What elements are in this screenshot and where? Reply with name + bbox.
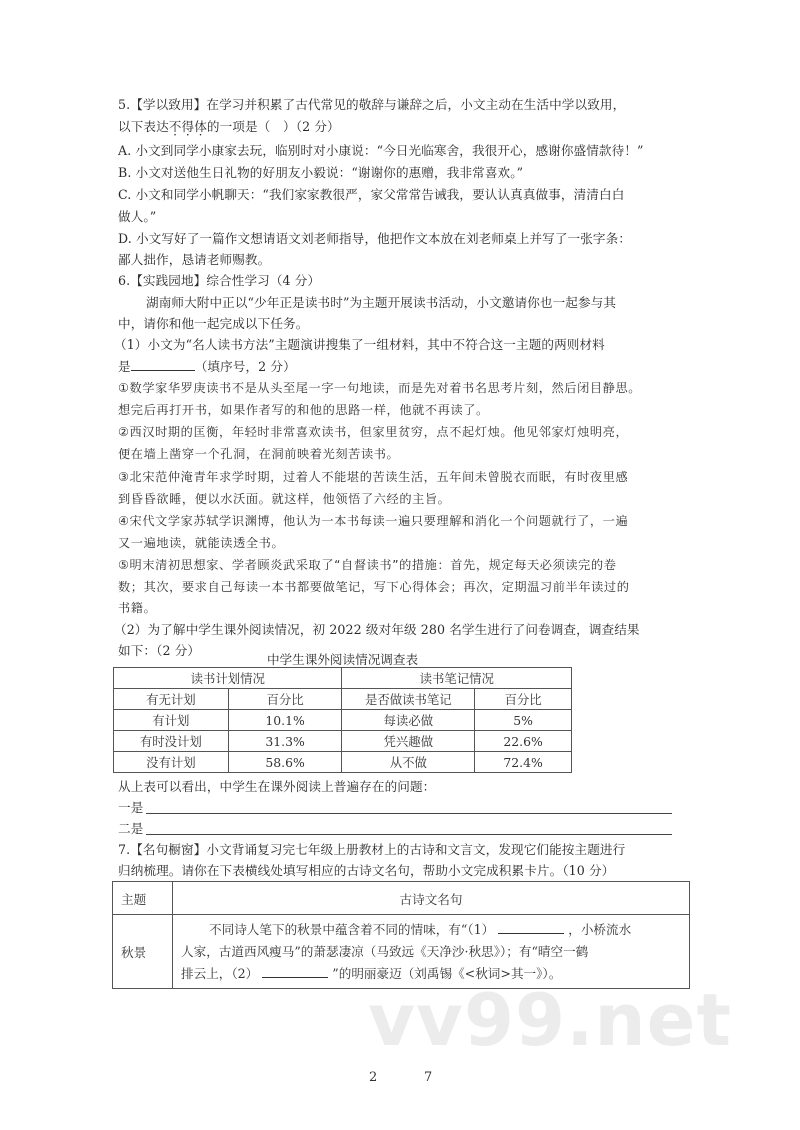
watermark: vv99.net [368, 978, 732, 1062]
emphasis-char: 体 [194, 119, 207, 134]
answer-2-label: 二是 [118, 821, 144, 836]
q6-heading: 6.【实践园地】综合性学习（4 分） [118, 273, 321, 288]
material-3-line1: ③北宋范仲淹青年求学时期，过着人不能堪的苦读生活，五年间未曾脱衣而眠，有时夜里感 [118, 470, 629, 484]
material-2-line1: ②西汉时期的匡衡，年轻时非常喜欢读书，但家里贫穷，点不起灯烛。他见邻家灯烛明亮， [118, 425, 629, 439]
table-cell: 有时没计划 [114, 731, 229, 752]
q5-option-a: A. 小文到同学小康家去玩，临别时对小康说：“今日光临寒舍，我很开心，感谢你盛情款待！” [118, 143, 644, 158]
emphasis-char: 不 [168, 119, 182, 134]
q5-stem-line2 [118, 119, 340, 135]
answer-blank-1[interactable] [498, 921, 564, 934]
material-5-line3: 书籍。 [118, 601, 157, 615]
q6-part2-line1: （2）为了解中学生课外阅读情况，初 2022 级对年级 280 名学生进行了问卷调查，调查结果 [114, 622, 640, 637]
q6-part1-line2 [118, 358, 296, 375]
table-cell: 从不做 [342, 752, 475, 773]
table-row [114, 710, 572, 731]
quote-text: ”的明丽豪迈（刘禹锡《<秋词>其一》）。 [332, 965, 562, 981]
table-row [114, 731, 572, 752]
material-5-line2: 数；其次，要求自己每读一本书都要做笔记，写下心得体会；再次，定期温习前半年读过的 [118, 580, 630, 594]
col-header: 是否做读书笔记 [342, 689, 475, 710]
material-5-line1: ⑤明末清初思想家、学者顾炎武采取了“自督读书”的措施：首先，规定每天必须读完的卷 [118, 558, 617, 572]
table-cell: 5% [475, 710, 572, 731]
quote-line1 [181, 919, 681, 941]
q6-part1-pre: 是 [118, 359, 131, 374]
q6-part1-post: （填序号，2 分） [194, 359, 296, 374]
material-2-line2: 便在墙上凿穿一个孔洞，在洞前映着光刻苦读书。 [118, 447, 400, 461]
table-cell: 每读必做 [342, 710, 475, 731]
survey-table [113, 667, 572, 773]
survey-table-caption: 中学生课外阅读情况调查表 [266, 652, 419, 667]
table-cell: 22.6% [475, 731, 572, 752]
poem-table-header-row [113, 882, 690, 915]
material-3-line2: 到昏昏欲睡，便以水沃面。就这样，他领悟了六经的主旨。 [118, 492, 451, 506]
q6-intro-line2: 中，请你和他一起完成以下任务。 [118, 316, 309, 331]
poem-table [112, 881, 690, 989]
page-number-left: 2 [369, 1070, 378, 1085]
answer-1-label: 一是 [118, 800, 144, 815]
table-cell: 有计划 [114, 710, 229, 731]
answer-blank-2[interactable] [262, 965, 328, 978]
answer-1-line[interactable] [146, 813, 672, 814]
col-header: 百分比 [228, 689, 342, 710]
material-4-line2: 又一遍地读，就能读透全书。 [118, 536, 285, 550]
table-header-row [114, 689, 572, 710]
quote-text: ，小桥流水 [568, 921, 632, 937]
table-cell: 31.3% [228, 731, 342, 752]
table-cell: 没有计划 [114, 752, 229, 773]
header-theme: 主题 [113, 882, 173, 915]
q5-stem-post: 的一项是（ ）（2 分） [206, 119, 340, 134]
q7-stem-line2: 归纳梳理。请你在下表横线处填写相应的古诗文名句，帮助小文完成积累卡片。（10 分） [118, 863, 615, 878]
page-number-right: 7 [424, 1070, 433, 1085]
table-row [114, 752, 572, 773]
table-cell: 凭兴趣做 [342, 731, 475, 752]
table-cell: 58.6% [228, 752, 342, 773]
q5-option-d-line2: 鄙人拙作，恳请老师赐教。 [118, 252, 271, 267]
row-theme: 秋景 [113, 915, 173, 989]
quote-text: 不同诗人笔下的秋景中蕴含着不同的情味，有“（1） [209, 921, 495, 937]
material-4-line1: ④宋代文学家苏轼学识渊博，他认为一本书每读一遍只要理解和消化一个问题就行了，一遍 [118, 514, 629, 528]
quote-line2: 人家，古道西风瘦马”的萧瑟凄凉（马致远《天净沙·秋思》）；有“晴空一鹤 [181, 943, 589, 959]
q5-option-c-line1: C. 小文和同学小帆聊天：“我们家家教很严，家父常常告诫我，要认认真真做事，清清白白 [118, 187, 625, 202]
answer-blank[interactable] [131, 358, 195, 371]
col-header: 有无计划 [114, 689, 229, 710]
group-header-plan: 读书计划情况 [114, 668, 342, 689]
group-header-notes: 读书笔记情况 [342, 668, 572, 689]
q7-stem-line1: 7.【名句橱窗】小文背诵复习完七年级上册教材上的古诗和文言文，发现它们能按主题进行 [118, 842, 626, 857]
q6-conclusion: 从上表可以看出，中学生在课外阅读上普遍存在的问题： [118, 779, 436, 794]
table-cell: 10.1% [228, 710, 342, 731]
table-cell: 72.4% [475, 752, 572, 773]
material-1-line1: ①数学家华罗庚读书不是从头至尾一字一句地读，而是先对着书名思考片刻，然后闭目静思。 [118, 381, 642, 395]
q6-intro-line1: 湖南师大附中正以“少年正是读书时”为主题开展读书活动，小文邀请你也一起参与其 [146, 295, 617, 310]
quote-text: 排云上，（2） [181, 965, 259, 981]
table-group-header-row [114, 668, 572, 689]
q6-part2-line2: 如下：（2 分） [118, 643, 201, 658]
q5-option-c-line2: 做人。” [118, 209, 157, 224]
header-quotes: 古诗文名句 [173, 882, 690, 915]
q5-option-d-line1: D. 小文写好了一篇作文想请语文刘老师指导，他把作文本放在刘老师桌上并写了一张字条： [118, 231, 632, 246]
q5-stem-pre: 以下表达 [118, 119, 169, 134]
q5-option-b: B. 小文对送他生日礼物的好朋友小毅说：“谢谢你的惠赠，我非常喜欢。” [118, 165, 524, 180]
q5-stem-line1: 5.【学以致用】在学习并积累了古代常见的敬辞与谦辞之后，小文主动在生活中学以致用， [118, 97, 626, 112]
q6-part1-line1: （1）小文为“名人读书方法”主题演讲搜集了一组材料，其中不符合这一主题的两则材料 [114, 337, 605, 352]
emphasis-char: 得 [181, 119, 195, 134]
answer-2-line[interactable] [146, 834, 672, 835]
material-1-line2: 想完后再打开书，如果作者写的和他的思路一样，他就不再读了。 [118, 403, 489, 417]
col-header: 百分比 [475, 689, 572, 710]
